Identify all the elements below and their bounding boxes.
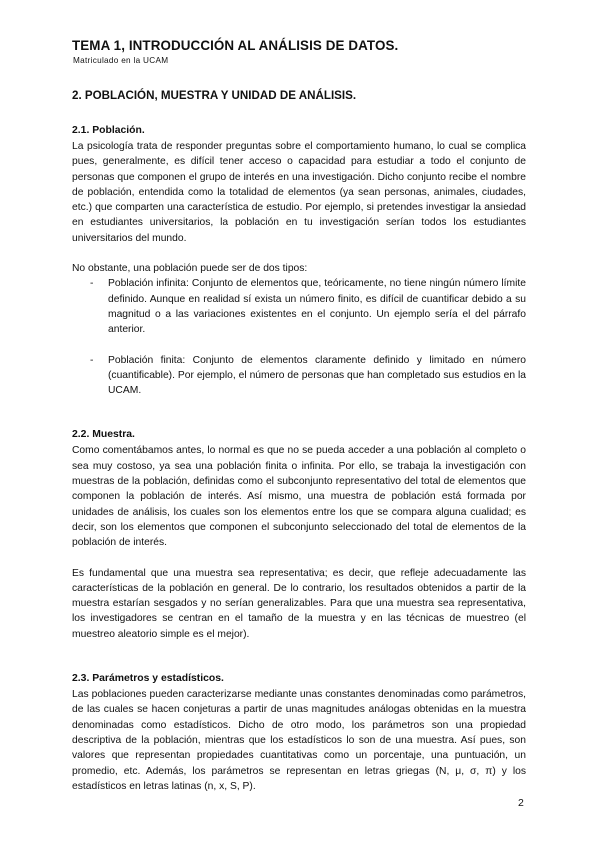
- dash-bullet: -: [90, 354, 94, 366]
- list-item: [72, 276, 526, 337]
- list-item-text: Población infinita: Conjunto de elementos que, teóricamente, no tiene ningún número límite definido. Aunque en realidad sí exista un número finito, es difícil de cuantificar debido a su magnitud o a las variaciones existentes en el conjunto. Un ejemplo sería el del párrafo anterior.: [108, 278, 526, 336]
- subsection-title: 2.1. Población.: [72, 125, 145, 136]
- document-page: [72, 38, 526, 794]
- section-title: 2. POBLACIÓN, MUESTRA Y UNIDAD DE ANÁLISIS.: [72, 89, 357, 102]
- paragraph: Como comentábamos antes, lo normal es que no se pueda acceder a una población al completo o sea muy costoso, ya sea una población finita o infinita. Por ello, se trabaja la investigación con muestras de la población, definidas como el subconjunto representativo del total de elementos que componen la población de interés. Así mismo, una muestra de población está formada por unidades de análisis, los cuales son los elementos entre los que se compara alguna cualidad; es decir, son los elementos que componen el subconjunto seleccionado del total de elementos de la población de interés.: [72, 445, 526, 549]
- document-subtitle: Matriculado en la UCAM: [73, 56, 169, 65]
- paragraph: La psicología trata de responder preguntas sobre el comportamiento humano, lo cual se complica pues, generalmente, es difícil tener acceso o capacidad para estudiar a todo el conjunto de personas que componen el grupo de interés en una investigación. Dicho conjunto recibe el nombre de población, entendida como la totalidad de elementos (ya sean personas, animales, ciudades, etc.) que comparten una característica de estudio. Por ejemplo, si pretendes investigar la ansiedad en estudiantes universitarios, la población en tu investigación serían todos los estudiantes universitarios del mundo.: [72, 141, 526, 244]
- subsection-title: 2.3. Parámetros y estadísticos.: [72, 673, 224, 685]
- population-types-list: [72, 276, 526, 398]
- subsection-title: 2.2. Muestra.: [72, 429, 135, 441]
- subsection-muestra: [72, 428, 526, 642]
- paragraph: Las poblaciones pueden caracterizarse mediante unas constantes denominadas como parámetros, de las cuales se hacen conjeturas a partir de unas magnitudes análogas obtenidas en la muestra denominadas como estadísticos. Dicho de otro modo, los parámetros son una propiedad descriptiva de la población, mientras que los estadísticos lo son de una muestra. Así pues, son valores que representan propiedades cuantitativas como un porcentaje, una puntuación, un promedio, etc. Además, los parámetros se representan en letras griegas (N, μ, σ, π) y los estadísticos en letras latinas (n, x, S, P).: [72, 689, 526, 792]
- paragraph: Es fundamental que una muestra sea representativa; es decir, que refleje adecuadamente las características de la población en general. De lo contrario, los resultados obtenidos a partir de la muestra estarían sesgados y no serían generalizables. Para que una muestra sea representativa, los investigadores se centran en el tamaño de la muestra y en las técnicas de muestreo (el muestreo aleatorio simple es el mejor).: [72, 567, 526, 640]
- paragraph-intro: No obstante, una población puede ser de dos tipos:: [72, 263, 308, 275]
- subsection-poblacion: [72, 124, 526, 398]
- subsection-parametros: [72, 672, 526, 794]
- dash-bullet: -: [90, 278, 94, 290]
- list-item: [72, 353, 526, 399]
- document-title: TEMA 1, INTRODUCCIÓN AL ANÁLISIS DE DATOS.: [72, 38, 399, 53]
- list-item-text: Población finita: Conjunto de elementos claramente definido y limitado en número (cuantificable). Por ejemplo, el número de personas que han completado sus estudios en la UCAM.: [108, 354, 526, 397]
- page-number: 2: [518, 797, 524, 809]
